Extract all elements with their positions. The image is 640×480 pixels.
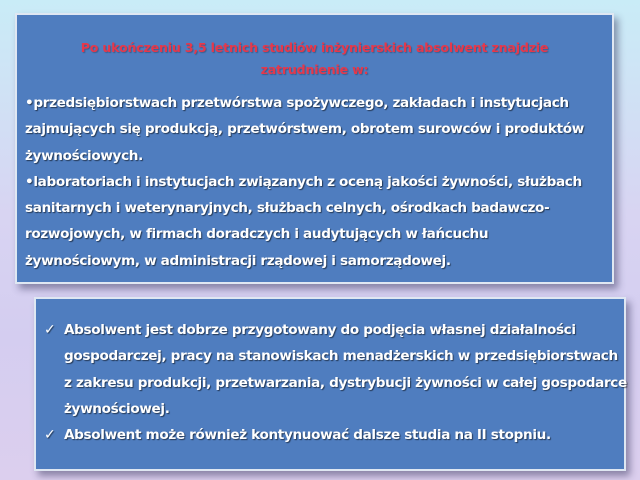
list-line: Absolwent może również kontynuować dalsze studia na II stopniu. [64,427,551,444]
list-line: żywnościowym, w administracji rządowej i samorządowej. [25,252,451,269]
list-line: żywnościowej. [64,400,170,417]
heading-line: Po ukończeniu 3,5 letnich studiów inżynierskich absolwent znajdzie [80,40,549,55]
list-line: Absolwent jest dobrze przygotowany do podjęcia własnej działalności [64,322,576,338]
checkmark-icon: ✓ [44,322,56,338]
heading [17,37,612,81]
list-line: gospodarczej, pracy na stanowiskach menadżerskich w przedsiębiorstwach [64,348,618,365]
list-line: z zakresu produkcji, przetwarzania, dystrybucji żywności w całej gospodarce [64,374,627,391]
list-item [42,317,627,422]
list-line: żywnościowych. [25,147,143,164]
bottom-text-box [34,297,626,471]
top-text-box [15,13,614,284]
list-line: zajmujących się produkcją, przetwórstwem, obrotem surowców i produktów [25,121,584,138]
list-item [42,422,627,448]
employment-list [25,90,584,274]
list-line: •przedsiębiorstwach przetwórstwa spożywczego, zakładach i instytucjach [25,95,569,111]
checkmark-icon: ✓ [44,427,56,444]
heading-line: zatrudnienie w: [260,62,369,77]
list-line: rozwojowych, w firmach doradczych i audytujących w łańcuchu [25,226,489,243]
list-line: •laboratoriach i instytucjach związanych z oceną jakości żywności, służbach [25,173,582,190]
checklist [42,317,627,448]
list-line: sanitarnych i weterynaryjnych, służbach celnych, ośrodkach badawczo- [25,200,550,217]
